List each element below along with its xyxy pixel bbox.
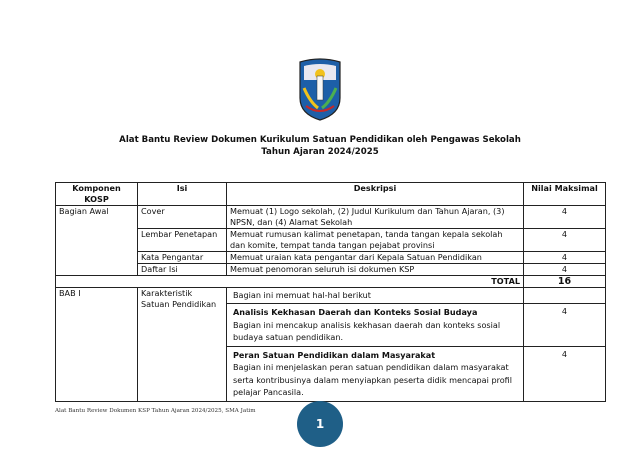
table-row (56, 206, 606, 229)
header-komponen: Komponen KOSP (56, 183, 138, 206)
nilai-cell: 4 (524, 264, 606, 276)
province-emblem-logo (296, 58, 344, 122)
deskripsi-cell: Memuat penomoran seluruh isi dokumen KSP (227, 264, 524, 276)
deskripsi-intro: Bagian ini memuat hal-hal berikut (227, 288, 524, 304)
nilai-cell: 4 (524, 229, 606, 252)
deskripsi-cell (227, 346, 524, 401)
total-row (56, 276, 606, 288)
document-title: Alat Bantu Review Dokumen Kurikulum Satuan Pendidikan oleh Pengawas Sekolah (119, 135, 521, 145)
header-nilai: Nilai Maksimal (524, 183, 606, 206)
table-row (56, 288, 606, 304)
deskripsi-cell: Memuat rumusan kalimat penetapan, tanda tangan kepala sekolah dan komite, tempat tanda tangan pejabat provinsi (227, 229, 524, 252)
nilai-cell: 4 (524, 206, 606, 229)
table-row (56, 252, 606, 264)
komponen-cell: BAB I (56, 288, 138, 402)
nilai-cell: 4 (524, 346, 606, 401)
page-footer: Alat Bantu Review Dokumen KSP Tahun Ajaran 2024/2025, SMA Jatim (55, 408, 256, 414)
item-text: Bagian ini menjelaskan peran satuan pendidikan dalam masyarakat serta kontribusinya dalam menyiapkan peserta didik mencapai profil pelajar Pancasila. (233, 362, 513, 397)
item-text: Bagian ini mencakup analisis kekhasan daerah dan konteks sosial budaya satuan pendidikan. (233, 319, 501, 342)
isi-cell: Karakteristik Satuan Pendidikan (138, 288, 227, 402)
table-row (56, 229, 606, 252)
total-value: 16 (524, 276, 606, 288)
item-heading: Peran Satuan Pendidikan dalam Masyarakat (233, 349, 436, 360)
nilai-cell (524, 288, 606, 304)
total-label: TOTAL (56, 276, 524, 288)
isi-cell: Kata Pengantar (138, 252, 227, 264)
isi-cell: Lembar Penetapan (138, 229, 227, 252)
komponen-cell: Bagian Awal (56, 206, 138, 276)
deskripsi-cell (227, 304, 524, 347)
table-row (56, 264, 606, 276)
header-deskripsi: Deskripsi (227, 183, 524, 206)
nilai-cell: 4 (524, 252, 606, 264)
review-table (55, 182, 606, 402)
isi-cell: Cover (138, 206, 227, 229)
document-subtitle: Tahun Ajaran 2024/2025 (261, 147, 379, 157)
isi-cell: Daftar Isi (138, 264, 227, 276)
item-heading: Analisis Kekhasan Daerah dan Konteks Sosial Budaya (233, 307, 478, 317)
table-header-row (56, 183, 606, 206)
page-number-badge: 1 (297, 401, 343, 447)
deskripsi-cell: Memuat (1) Logo sekolah, (2) Judul Kurikulum dan Tahun Ajaran, (3) NPSN, dan (4) Alamat Sekolah (227, 206, 524, 229)
header-isi: Isi (138, 183, 227, 206)
nilai-cell: 4 (524, 304, 606, 347)
deskripsi-cell: Memuat uraian kata pengantar dari Kepala Satuan Pendidikan (227, 252, 524, 264)
